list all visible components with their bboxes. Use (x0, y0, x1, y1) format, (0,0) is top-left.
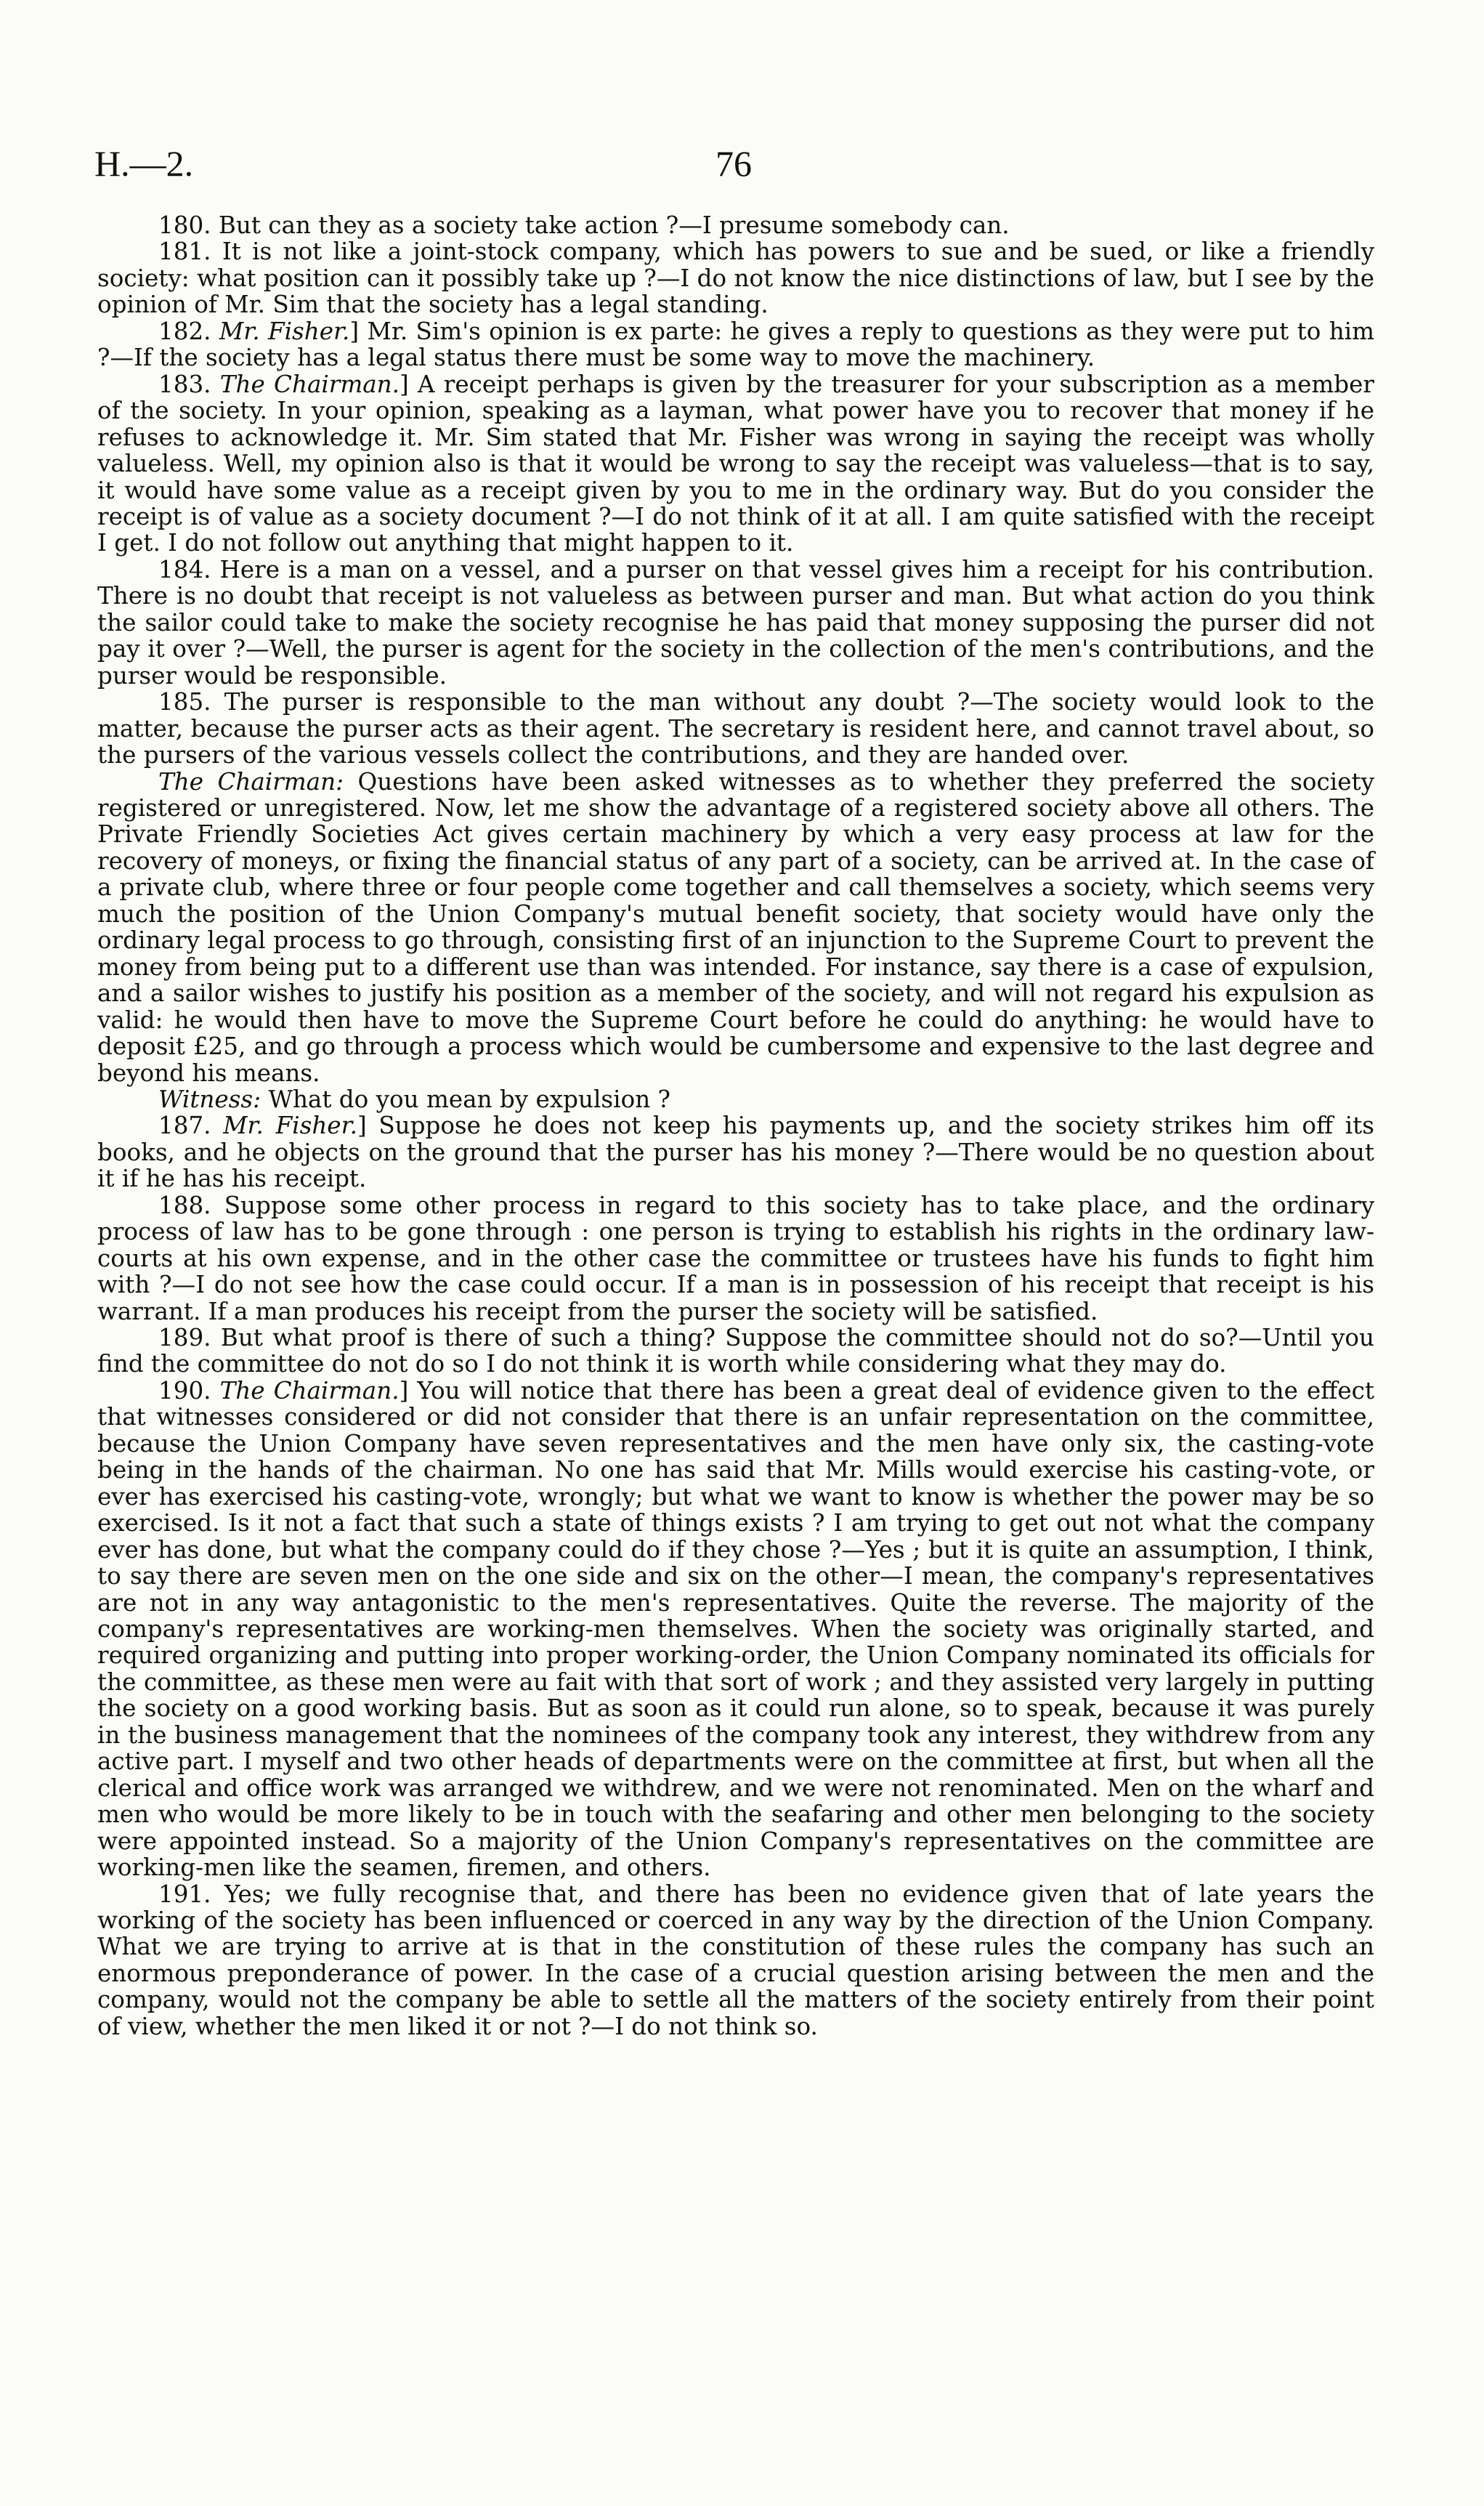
speaker: The Chairman. (219, 1376, 400, 1404)
paragraph: 191. Yes; we fully recognise that, and there has been no evidence given that of late years the working of the society has been influenced or coerced in any way by the direction of the Union Company. What we are trying to arrive at is that in the constitution of these rules the company has such an enormous preponderance of power. In the case of a crucial question arising between the men and the company, would not the company be able to settle all the matters of the society entirely from their point of view, whether the men liked it or not ?—I do not think so. (97, 1880, 1374, 2040)
paragraph: The Chairman: Questions have been asked witnesses as to whether they preferred the society registered or unregistered. Now, let me show the advantage of a registered society above all others. The Private Friendly Societies Act gives certain machinery by which a very easy process at law for the recovery of moneys, or fixing the financial status of any part of a society, can be arrived at. In the case of a private club, where three or four people come together and call themselves a society, which seems very much the position of the Union Company's mutual benefit society, that society would have only the ordinary legal process to go through, consisting first of an injunction to the Supreme Court to prevent the money from being put to a different use than was intended. For instance, say there is a case of expulsion, and a sailor wishes to justify his position as a member of the society, and will not regard his expulsion as valid: he would then have to move the Supreme Court before he could do anything: he would have to deposit £25, and go through a process which would be cumbersome and expensive to the last degree and beyond his means. (97, 767, 1374, 1087)
paragraph: Witness: What do you mean by expulsion ? (158, 1085, 670, 1113)
speaker: Mr. Fisher. (219, 317, 350, 345)
page-body (97, 212, 1374, 2040)
paragraph: 184. Here is a man on a vessel, and a purser on that vessel gives him a receipt for his contribution. There is no doubt that receipt is not valueless as between purser and man. But what action do you think the sailor could take to make the society recognise he has paid that money supposing the purser did not pay it over ?—Well, the purser is agent for the society in the collection of the men's contributions, and the purser would be responsible. (97, 555, 1374, 690)
page-header (94, 142, 1373, 185)
paragraph: 183. The Chairman.] A receipt perhaps is given by the treasurer for your subscription as a member of the society. In your opinion, speaking as a layman, what power have you to recover that money if he refuses to acknowledge it. Mr. Sim stated that Mr. Fisher was wrong in saying the receipt was wholly valueless. Well, my opinion also is that it would be wrong to say the receipt was valueless—that is to say, it would have some value as a receipt given by you to me in the ordinary way. But do you consider the receipt is of value as a society document ?—I do not think of it at all. I am quite satisfied with the receipt I get. I do not follow out anything that might happen to it. (97, 370, 1374, 557)
paragraph: 180. But can they as a society take action ?—I presume somebody can. (158, 211, 1010, 239)
paragraph: 190. The Chairman.] You will notice that there has been a great deal of evidence given to the effect that witnesses considered or did not consider that there is an unfair representation on the committee, because the Union Company have seven representatives and the men have only six, the casting-vote being in the hands of the chairman. No one has said that Mr. Mills would exercise his casting-vote, or ever has exercised his casting-vote, wrongly; but what we want to know is whether the power may be so exercised. Is it not a fact that such a state of things exists ? I am trying to get out not what the company ever has done, but what the company could do if they chose ?—Yes ; but it is quite an assumption, I think, to say there are seven men on the one side and six on the other—I mean, the company's representatives are not in any way antagonistic to the men's representatives. Quite the reverse. The majority of the company's representatives are working-men themselves. When the society was originally started, and required organizing and putting into proper working-order, the Union Company nominated its officials for the committee, as these men were au fait with that sort of work ; and they assisted very largely in putting the society on a good working basis. But as soon as it could run alone, so to speak, because it was purely in the business management that the nominees of the company took any interest, they withdrew from any active part. I myself and two other heads of departments were on the committee at first, but when all the clerical and office work was arranged we withdrew, and we were not renominated. Men on the wharf and men who would be more likely to be in touch with the seafaring and other men belonging to the society were appointed instead. So a majority of the Union Company's representatives on the committee are working-men like the seamen, firemen, and others. (97, 1376, 1374, 1882)
paragraph: 185. The purser is responsible to the man without any doubt ?—The society would look to the matter, because the purser acts as their agent. The secretary is resident here, and cannot travel about, so the pursers of the various vessels collect the contributions, and they are handed over. (97, 688, 1374, 769)
paragraph: 182. Mr. Fisher.] Mr. Sim's opinion is ex parte: he gives a reply to questions as they were put to him ?—If the society has a legal status there must be some way to move the machinery. (97, 317, 1374, 372)
paragraph: 181. It is not like a joint-stock company, which has powers to sue and be sued, or like a friendly society: what position can it possibly take up ?—I do not know the nice distinctions of law, but I see by the opinion of Mr. Sim that the society has a legal standing. (97, 238, 1374, 319)
speaker: Witness: (158, 1085, 261, 1113)
paragraph: 187. Mr. Fisher.] Suppose he does not keep his payments up, and the society strikes him off its books, and he objects on the ground that the purser has his money ?—There would be no question about it if he has his receipt. (97, 1112, 1374, 1193)
speaker: Mr. Fisher. (223, 1112, 357, 1140)
speaker: The Chairman: (158, 767, 344, 796)
paragraph: 188. Suppose some other process in regard to this society has to take place, and the ordinary process of law has to be gone through : one person is trying to establish his rights in the ordinary law-courts at his own expense, and in the other case the committee or trustees have his funds to fight him with ?—I do not see how the case could occur. If a man is in possession of his receipt that receipt is his warrant. If a man produces his receipt from the purser the society will be satisfied. (97, 1191, 1374, 1325)
series-reference: H.—2. (94, 143, 194, 184)
speaker: The Chairman. (219, 370, 400, 398)
paragraph: 189. But what proof is there of such a thing? Suppose the committee should not do so?—Until you find the committee do not do so I do not think it is worth while considering what they may do. (97, 1324, 1374, 1378)
page-number: 76 (715, 143, 752, 184)
